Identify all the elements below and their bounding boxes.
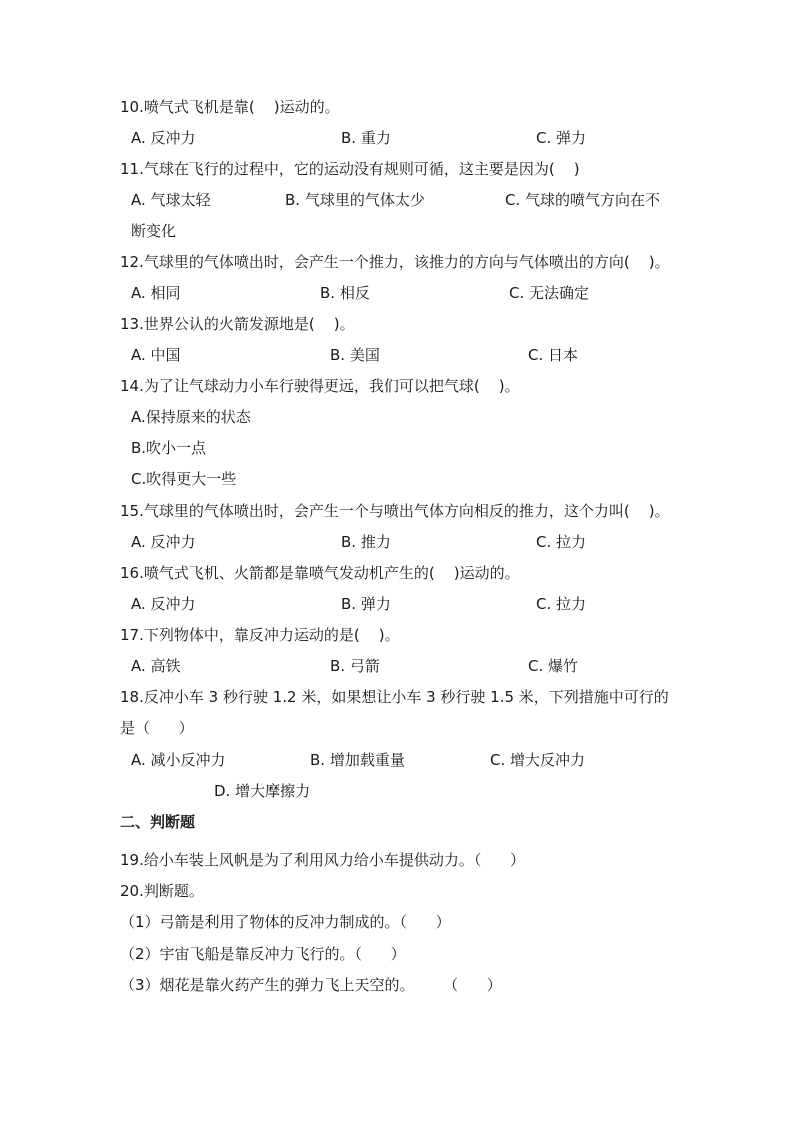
question-11-option-a: A. 气球太轻	[131, 191, 211, 209]
question-17-stem: 17.下列物体中，靠反冲力运动的是( )。	[120, 626, 400, 644]
question-18-option-d: D. 增大摩擦力	[214, 782, 311, 800]
question-18-option-a: A. 减小反冲力	[131, 751, 226, 769]
question-12-stem: 12.气球里的气体喷出时，会产生一个推力，该推力的方向与气体喷出的方向( )。	[120, 253, 670, 271]
question-20-part-2: （2）宇宙飞船是靠反冲力飞行的。（ ）	[120, 945, 406, 963]
question-11-option-c-continued: 断变化	[131, 222, 177, 240]
question-14-option-a: A.保持原来的状态	[131, 408, 251, 426]
question-15-stem: 15.气球里的气体喷出时，会产生一个与喷出气体方向相反的推力，这个力叫( )。	[120, 502, 670, 520]
question-16-stem: 16.喷气式飞机、火箭都是靠喷气发动机产生的( )运动的。	[120, 564, 520, 582]
question-14-stem: 14.为了让气球动力小车行驶得更远，我们可以把气球( )。	[120, 377, 520, 395]
question-15-option-a: A. 反冲力	[131, 533, 196, 551]
question-16-option-a: A. 反冲力	[131, 595, 196, 613]
question-12-option-a: A. 相同	[131, 284, 181, 302]
question-10-option-a: A. 反冲力	[131, 129, 196, 147]
question-18-stem: 18.反冲小车 3 秒行驶 1.2 米，如果想让小车 3 秒行驶 1.5 米，下列措施中可行的	[120, 688, 669, 706]
question-16-option-b: B. 弹力	[341, 595, 391, 613]
question-18-stem-continued: 是（ ）	[120, 719, 194, 737]
question-17-option-a: A. 高铁	[131, 657, 181, 675]
question-20-stem: 20.判断题。	[120, 882, 204, 900]
question-13-option-c: C. 日本	[528, 346, 579, 364]
question-10-stem: 10.喷气式飞机是靠( )运动的。	[120, 98, 340, 116]
question-15-option-c: C. 拉力	[536, 533, 587, 551]
question-12-option-c: C. 无法确定	[509, 284, 590, 302]
question-17-option-b: B. 弓箭	[330, 657, 380, 675]
question-11-option-c: C. 气球的喷气方向在不	[505, 191, 661, 209]
question-18-option-c: C. 增大反冲力	[490, 751, 586, 769]
question-16-option-c: C. 拉力	[536, 595, 587, 613]
question-14-option-c: C.吹得更大一些	[131, 470, 237, 488]
question-10-option-b: B. 重力	[341, 129, 391, 147]
question-13-stem: 13.世界公认的火箭发源地是( )。	[120, 315, 355, 333]
question-10-option-c: C. 弹力	[536, 129, 587, 147]
section-title-true-false: 二、判断题	[120, 813, 196, 831]
question-12-option-b: B. 相反	[320, 284, 370, 302]
question-13-option-a: A. 中国	[131, 346, 181, 364]
question-17-option-c: C. 爆竹	[528, 657, 579, 675]
question-15-option-b: B. 推力	[341, 533, 391, 551]
question-18-option-b: B. 增加载重量	[310, 751, 405, 769]
question-20-part-1: （1）弓箭是利用了物体的反冲力制成的。（ ）	[120, 913, 451, 931]
question-20-part-3: （3）烟花是靠火药产生的弹力飞上天空的。 （ ）	[120, 976, 502, 994]
question-19: 19.给小车装上风帆是为了利用风力给小车提供动力。（ ）	[120, 851, 525, 869]
question-11-option-b: B. 气球里的气体太少	[285, 191, 425, 209]
question-14-option-b: B.吹小一点	[131, 439, 207, 457]
question-13-option-b: B. 美国	[330, 346, 380, 364]
question-11-stem: 11.气球在飞行的过程中，它的运动没有规则可循，这主要是因为( )	[120, 160, 580, 178]
